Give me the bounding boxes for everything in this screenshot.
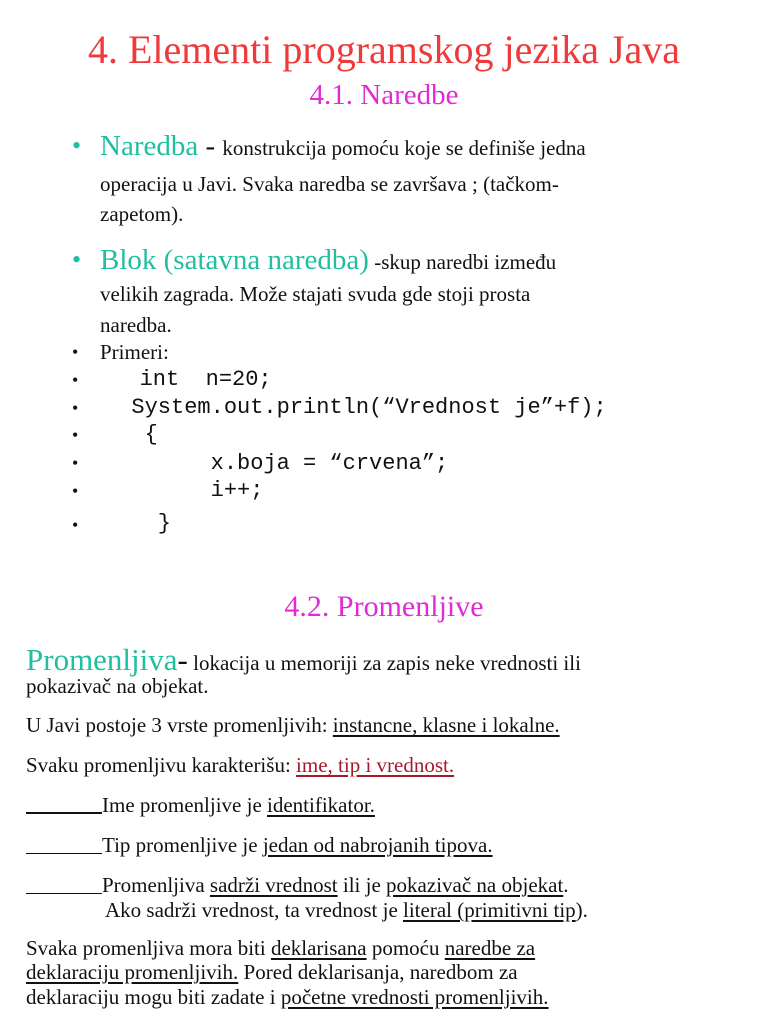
dekl-a: Svaka promenljiva mora biti bbox=[26, 936, 271, 960]
code-line: int n=20; bbox=[100, 367, 272, 392]
vrste-underlined: instancne, klasne i lokalne. bbox=[332, 713, 560, 737]
dekl-line2-b: Pored deklarisanja, naredbom za bbox=[238, 960, 518, 984]
blok-text1: -skup naredbi između bbox=[368, 250, 557, 274]
blank-line bbox=[26, 812, 102, 814]
karakterisu-underlined: ime, tip i vrednost. bbox=[296, 753, 455, 777]
dekl-line3-b: početne vrednosti promenljivih. bbox=[280, 985, 549, 1009]
vrednost-d: pokazivač na objekat bbox=[386, 873, 564, 897]
naredba-term: Naredba bbox=[100, 130, 199, 162]
vrste-text: U Javi postoje 3 vrste promenljivih: bbox=[26, 713, 333, 737]
paragraph-karakterisu bbox=[26, 753, 454, 777]
bullet-dot: • bbox=[72, 425, 79, 445]
dekl-b: deklarisana bbox=[270, 936, 367, 960]
blank-line bbox=[26, 893, 102, 894]
paragraph-vrednost-line2 bbox=[105, 898, 588, 922]
bullet-dot: • bbox=[72, 481, 79, 501]
naredba-text2: operacija u Javi. Svaka naredba se završava ; (tačkom- bbox=[100, 172, 559, 196]
code-line: { bbox=[105, 422, 158, 447]
paragraph-deklaracija-1 bbox=[26, 936, 535, 960]
bullet-dot: • bbox=[72, 245, 82, 274]
vrednost-a: Promenljiva bbox=[102, 873, 210, 897]
ime-text: Ime promenljive je bbox=[102, 793, 268, 817]
paragraph-deklaracija-3 bbox=[26, 985, 549, 1009]
code-line: } bbox=[105, 511, 172, 536]
bullet-dot: • bbox=[72, 342, 79, 362]
definition-dash: - bbox=[177, 642, 188, 677]
blok-text2: velikih zagrada. Može stajati svuda gde stoji prosta bbox=[100, 282, 531, 306]
page-title: 4. Elementi programskog jezika Java bbox=[87, 27, 681, 72]
bullet-dot: • bbox=[72, 370, 79, 390]
definition-text2: pokazivač na objekat. bbox=[26, 674, 209, 698]
naredba-text1: konstrukcija pomoću koje se definiše jedna bbox=[222, 136, 586, 160]
bullet-dot: • bbox=[72, 131, 82, 160]
paragraph-deklaracija-2 bbox=[26, 960, 518, 984]
literal-c: ). bbox=[575, 898, 588, 922]
bullet-dot: • bbox=[72, 515, 79, 535]
paragraph-vrste bbox=[26, 713, 560, 737]
paragraph-vrednost bbox=[26, 873, 569, 897]
bullet-blok bbox=[72, 245, 81, 275]
code-line: x.boja = “crvena”; bbox=[105, 451, 449, 476]
section-subtitle: 4.1. Naredbe bbox=[309, 79, 459, 111]
naredba-line1 bbox=[100, 128, 586, 169]
examples-label: Primeri: bbox=[100, 340, 169, 364]
naredba-text3: zapetom). bbox=[100, 202, 184, 226]
bullet-naredba bbox=[72, 131, 81, 161]
vrednost-c: ili je bbox=[337, 873, 387, 897]
dekl-c: pomoću bbox=[366, 936, 445, 960]
definition-term: Promenljiva bbox=[26, 642, 178, 677]
ime-underlined: identifikator. bbox=[267, 793, 375, 817]
naredba-dash: - bbox=[198, 130, 223, 162]
dekl-line3-a: deklaraciju mogu biti zadate i bbox=[26, 985, 281, 1009]
section-heading-promenljive: 4.2. Promenljive bbox=[284, 590, 484, 623]
vrednost-b: sadrži vrednost bbox=[209, 873, 338, 897]
tip-underlined: jedan od nabrojanih tipova. bbox=[262, 833, 493, 857]
dekl-line2-a: deklaraciju promenljivih. bbox=[26, 960, 239, 984]
blank-line bbox=[26, 853, 102, 854]
blok-term: Blok (satavna naredba) bbox=[100, 244, 369, 276]
definition-text1: lokacija u memoriji za zapis neke vrednosti ili bbox=[187, 651, 581, 675]
code-line: System.out.println(“Vrednost je”+f); bbox=[105, 395, 607, 420]
vrednost-e: . bbox=[563, 873, 569, 897]
bullet-dot: • bbox=[72, 453, 79, 473]
tip-text: Tip promenljive je bbox=[102, 833, 263, 857]
literal-a: Ako sadrži vrednost, ta vrednost je bbox=[105, 898, 404, 922]
code-line: i++; bbox=[105, 478, 264, 503]
blok-line1 bbox=[100, 242, 556, 283]
paragraph-tip bbox=[26, 833, 493, 857]
bullet-dot: • bbox=[72, 398, 79, 418]
karakterisu-text: Svaku promenljivu karakterišu: bbox=[26, 753, 297, 777]
blok-text3: naredba. bbox=[100, 313, 172, 337]
dekl-d: naredbe za bbox=[444, 936, 536, 960]
literal-b: literal (primitivni tip bbox=[403, 898, 576, 922]
paragraph-ime bbox=[26, 793, 375, 817]
